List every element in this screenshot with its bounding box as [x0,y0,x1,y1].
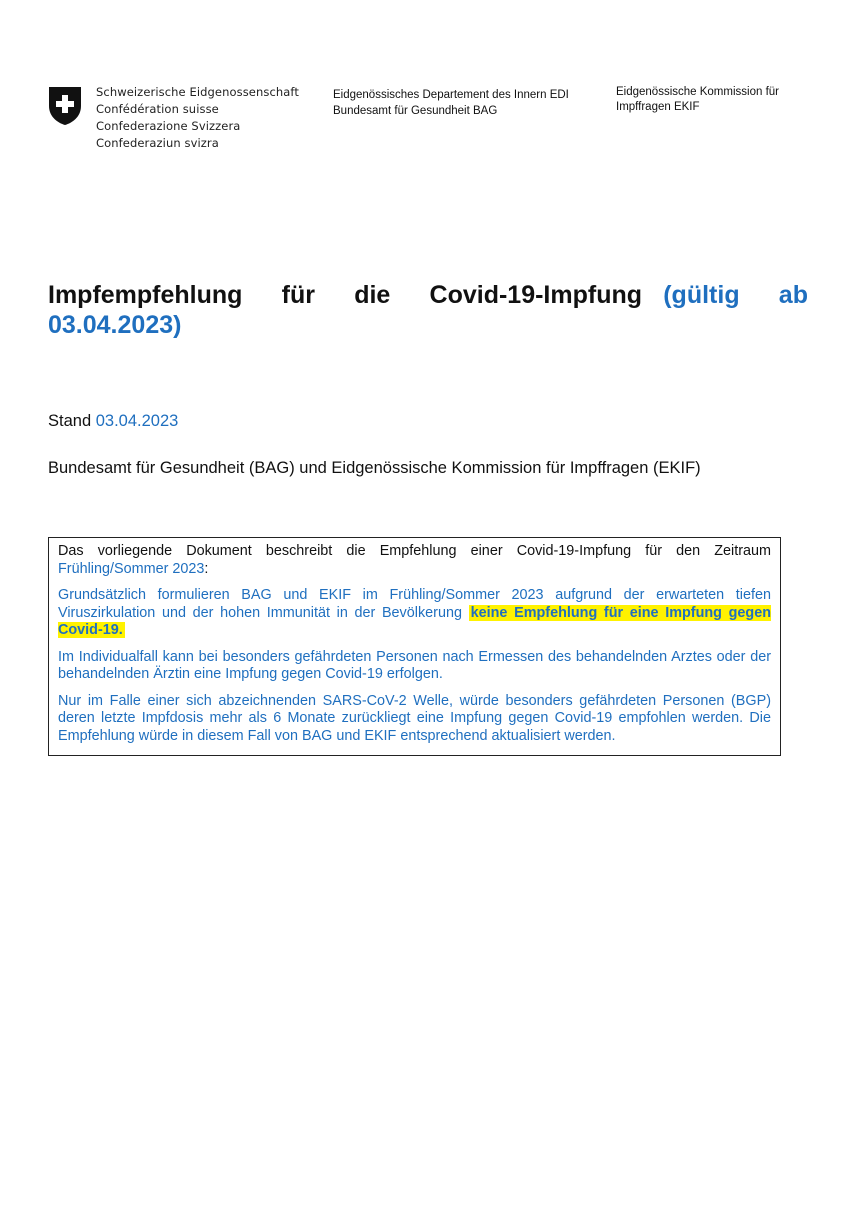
confederation-names [96,84,299,152]
authors-line: Bundesamt für Gesundheit (BAG) und Eidgenössische Kommission für Impffragen (EKIF) [48,459,701,477]
stand-line [48,412,178,431]
stand-date: 03.04.2023 [95,412,179,430]
document-title [48,280,808,340]
summary-highlight-text: keine Empfehlung für eine Impfung gegen Covid-19 [58,604,771,638]
commission-name: Eidgenössische Kommission für Impffragen EKIF [616,86,779,113]
summary-intro-period: Frühling/Sommer 2023 [58,560,205,577]
office-name: Bundesamt für Gesundheit BAG [333,105,498,117]
department-name: Eidgenössisches Departement des Innern EDI [333,89,569,101]
confederation-name-it: Confederazione Svizzera [96,119,241,133]
summary-paragraph-1-text: Grundsätzlich formulieren BAG und EKIF im Frühling/Sommer 2023 aufgrund der erwarteten tiefen Viruszirkulation und der hohen Immunität in der Bevölkerung [58,587,771,621]
swiss-shield-icon [48,86,82,126]
summary-intro-colon: : [204,560,209,577]
title-validity: (gültig ab 03.04.2023) [48,281,808,339]
summary-intro [58,543,771,578]
stand-label: Stand [48,412,92,430]
summary-highlight-end: . [118,622,123,638]
confederation-name-de: Schweizerische Eidgenossenschaft [96,85,299,99]
summary-paragraph-3: Nur im Falle einer sich abzeichnenden SARS-CoV-2 Welle, würde besonders gefährdeten Personen (BGP) deren letzte Impfdosis mehr als 6 Monate zurückliegt eine Impfung gegen Covid-19 empfohlen werden. Die Empfehlung würde in diesem Fall von BAG und EKIF entsprechend aktualisiert werden. [58,692,771,744]
title-main: Impfempfehlung für die Covid-19-Impfung [48,281,643,309]
confederation-name-rm: Confederaziun svizra [96,136,219,150]
document-header [48,84,808,164]
summary-intro-text: Das vorliegende Dokument beschreibt die Empfehlung einer Covid-19-Impfung für den Zeitraum [58,543,771,559]
summary-paragraph-2: Im Individualfall kann bei besonders gefährdeten Personen nach Ermessen des behandelnden Arztes oder der behandelnden Ärztin eine Impfung gegen Covid-19 erfolgen. [58,648,771,682]
confederation-logo-block [48,84,299,152]
summary-box [48,537,781,756]
summary-paragraph-1 [58,587,771,640]
department-block [333,87,569,119]
confederation-name-fr: Confédération suisse [96,102,219,116]
